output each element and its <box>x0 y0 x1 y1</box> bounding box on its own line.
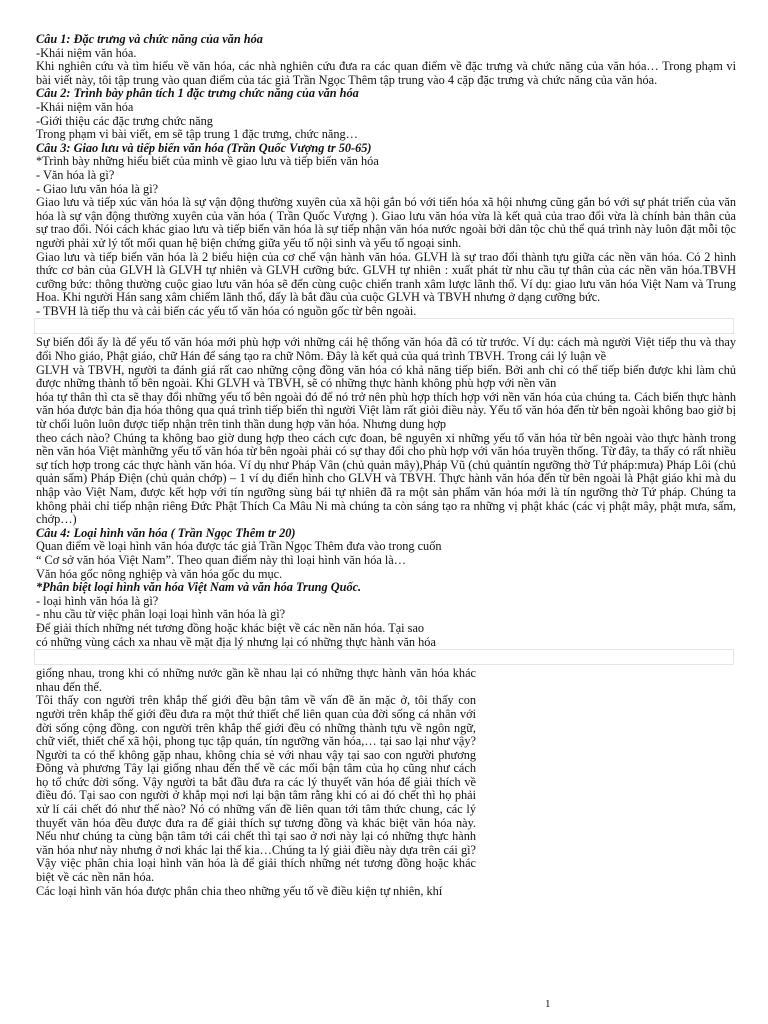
paragraph: -Khái niệm văn hóa. <box>36 45 137 60</box>
section-heading: *Phân biệt loại hình văn hóa Việt Nam và văn hóa Trung Quốc. <box>36 580 362 595</box>
paragraph: - loại hình văn hóa là gì? <box>36 593 159 608</box>
blank-text-frame <box>34 649 734 665</box>
paragraph: Giao lưu và tiếp xúc văn hóa là sự vận động thường xuyên của xã hội gắn bó với tiến hóa xã hội nhưng cũng gắn bó với sự phát triển của văn hóa là sự vận động thường xuyên của văn hóa ( Trần Quốc Vượng ). Giao lưu văn hóa vừa là kết quả của trao đổi vừa là chính bản thân của sự trao đổi. Nói cách khác giao lưu và tiếp biến văn hóa là sự tiếp nhận văn hóa nước ngoài bởi dân tộc chủ thể quá trình này luôn đặt mỗi tộc người phải xử lý tốt mối quan hệ biện chứng giữa yếu tố nội sinh và yếu tố ngoại sinh. <box>36 195 736 250</box>
paragraph: Văn hóa gốc nông nghiệp và văn hóa gốc du mục. <box>36 566 283 581</box>
page-number: 1 <box>545 998 551 1010</box>
blank-text-frame <box>34 318 734 334</box>
paragraph: -Giới thiệu các đặc trưng chức năng <box>36 113 213 128</box>
paragraph: - Giao lưu văn hóa là gì? <box>36 181 159 196</box>
paragraph: có những vùng cách xa nhau về mặt địa lý nhưng lại có những thực hành văn hóa <box>36 634 436 649</box>
paragraph: - nhu cầu từ việc phân loại loại hình văn hóa là gì? <box>36 607 286 622</box>
section-heading: Câu 4: Loại hình văn hóa ( Trần Ngọc Thêm tr 20) <box>36 525 296 540</box>
paragraph: Quan điểm về loại hình văn hóa được tác giả Trần Ngọc Thêm đưa vào trong cuốn <box>36 539 442 554</box>
paragraph: Khi nghiên cứu và tìm hiểu về văn hóa, các nhà nghiên cứu đưa ra các quan điểm về đặc trưng và chức năng của văn hóa… Trong phạm vi bài viết này, tôi tập trung vào quan điểm của tác giả Trần Ngọc Thêm tập trung vào 4 cặp đặc trưng và chức năng của văn hóa. <box>36 59 736 87</box>
paragraph: - TBVH là tiếp thu và cải biến các yếu tố văn hóa có nguồn gốc từ bên ngoài. <box>36 303 417 318</box>
paragraph: Tôi thấy con người trên khắp thế giới đều bận tâm về vấn đề ăn mặc ở, tôi thấy con người trên khắp thế giới đều đưa ra một thứ thiết chế liên quan của đời sống cá nhân với đời sống cộng đồng. con người trên khắp thế giới đều có những thành tựu về ngôn ngữ, chữ viết, thiết chế xã hội, phong tục tập quán, tín ngưỡng văn hóa,… tại sao lại như vậy? Người ta có thể không gặp nhau, không chia sẻ với nhau vậy tại sao con người phương Đông và phương Tây lại giống nhau đến thế về các mối bận tâm của họ cũng như cách họ tổ chức đời sống. Vậy người ta bắt đầu đưa ra các lý thuyết văn hóa để giải thích về điều đó. Tại sao con người ở khắp mọi nơi lại bận tâm rằng khi có ai đó chết thì họ phải xử lí cái chết đó như thế nào? Nó có những vấn đề liên quan tới tâm thức chung, các lý thuyết văn hóa đều được đưa ra để giải thích sự tương đồng và khác biệt văn hóa này. Nếu như chúng ta cùng bận tâm tới cái chết thì tại sao ở nơi này lại có những thực hành văn hóa như này nhưng ở nơi khác lại thế kia…Chúng ta lý giải điều này dựa trên cái gì? Vậy việc phân chia loại hình văn hóa là để giải thích những nét tương đồng hoặc khác biệt về các nền năn hóa. <box>36 693 476 885</box>
paragraph: hóa tự thân thì cta sẽ thay đổi những yếu tố bên ngoài đó để nó trở nên phù hợp thích hợp với nền văn hóa của chúng ta. Cách biến thực hành văn hóa được bản địa hóa thông qua quá trình tiếp biến thì người Việt làm rất giỏi điều này. Yếu tố văn hóa đến từ bên ngoài không bao giờ bị từ chối luôn luôn được tiếp nhận trên tinh thần dung hợp văn hóa. Nhưng dung hợp <box>36 389 736 432</box>
paragraph: “ Cơ sở văn hóa Việt Nam”. Theo quan điểm này thì loại hình văn hóa là… <box>36 552 407 567</box>
paragraph: Sự biến đổi ấy là để yếu tố văn hóa mới phù hợp với những cái hệ thống văn hóa đã có từ trước. Ví dụ: cách mà người Việt tiếp thu và thay đổi Nho giáo, Phật giáo, chữ Hán để sáng tạo ra chữ Nôm. Đây là kết quả của quá trình TBVH. Trong cái lý luận về <box>36 335 736 364</box>
section-heading: Câu 3: Giao lưu và tiếp biến văn hóa (Trần Quốc Vượng tr 50-65) <box>36 140 372 155</box>
paragraph: - Văn hóa là gì? <box>36 167 115 182</box>
paragraph: theo cách nào? Chúng ta không bao giờ dung hợp theo cách cực đoan, bê nguyên xi những yếu tố văn hóa từ bên ngoài vào thực hành trong nền văn hóa Việt mànhững yếu tố văn hóa từ bên ngoài phải có sự thay đổi cho phù hợp với văn hóa truyền thống. Từ đây, ta thấy có rất nhiều sự tích hợp trong các thực hành văn hóa. Ví dụ như Pháp Vân (chủ quản mây),Pháp Vũ (chủ quảntín ngưỡng thờ Tứ pháp:mưa) Pháp Lôi (chủ quản sấm) Pháp Điện (chủ quản chớp) – 1 ví dụ điển hình cho GLVH và TBVH. Thực hành văn hóa đến từ bên ngoài là Phật giáo khi mà du nhập vào Việt Nam, được kết hợp với tín ngưỡng sùng bái tự nhiên đã ra một sản phẩm văn hóa mới là tín ngưỡng thờ Tứ pháp. Chúng ta không phải chỉ tiếp nhận riêng Đức Phật Thích Ca Mâu Ni mà chúng ta còn sáng tạo ra những vị phật khác (các vị phật mây, phật mưa, sấm, chớp…) <box>36 430 736 527</box>
paragraph: Trong phạm vi bài viết, em sẽ tập trung 1 đặc trưng, chức năng… <box>36 127 358 142</box>
section-heading: Câu 2: Trình bày phân tích 1 đặc trưng chức năng của văn hóa <box>36 86 359 101</box>
paragraph: -Khái niệm văn hóa <box>36 99 134 114</box>
paragraph: giống nhau, trong khi có những nước gần kề nhau lại có những thực hành văn hóa khác nhau đến thế. <box>36 666 476 694</box>
paragraph: Giao lưu và tiếp biến văn hóa là 2 biểu hiện của cơ chế vận hành văn hóa. GLVH là sự trao đổi thành tựu giữa các nền văn hóa. Có 2 hình thức cơ bản của GLVH là GLVH tự nhiên và GLVH cưỡng bức. GLVH tự nhiên : xuất phát từ nhu cầu tự thân của các nền văn hóa.TBVH cưỡng bức: thông thường cuộc giao lưu văn hóa sẽ đến cùng cuộc chiến tranh xâm lược lãnh thổ. Ví dụ: giao lưu văn hóa Việt Nam và Trung Hoa. Khi người Hán sang xâm chiếm lãnh thổ, đấy là bắt đầu của cuộc GLVH và TBVH nhưng ở dạng cưỡng bức. <box>36 249 736 305</box>
paragraph: Để giải thích những nét tương đồng hoặc khác biệt về các nền năn hóa. Tại sao <box>36 620 425 635</box>
document-page <box>36 33 736 898</box>
paragraph: GLVH và TBVH, người ta đánh giá rất cao những cộng đồng văn hóa có khả năng tiếp biến. Bởi anh chỉ có thể tiếp biến được khi làm chủ được những thành tố bên ngoài. Khi GLVH và TBVH, sẽ có những thực hành không phù hợp với nền văn <box>36 362 736 391</box>
section-heading: Câu 1: Đặc trưng và chức năng của văn hóa <box>36 32 263 46</box>
paragraph: Các loại hình văn hóa được phân chia theo những yếu tố về điều kiện tự nhiên, khí <box>36 883 443 898</box>
paragraph: *Trình bày những hiểu biết của mình về giao lưu và tiếp biến văn hóa <box>36 154 379 169</box>
